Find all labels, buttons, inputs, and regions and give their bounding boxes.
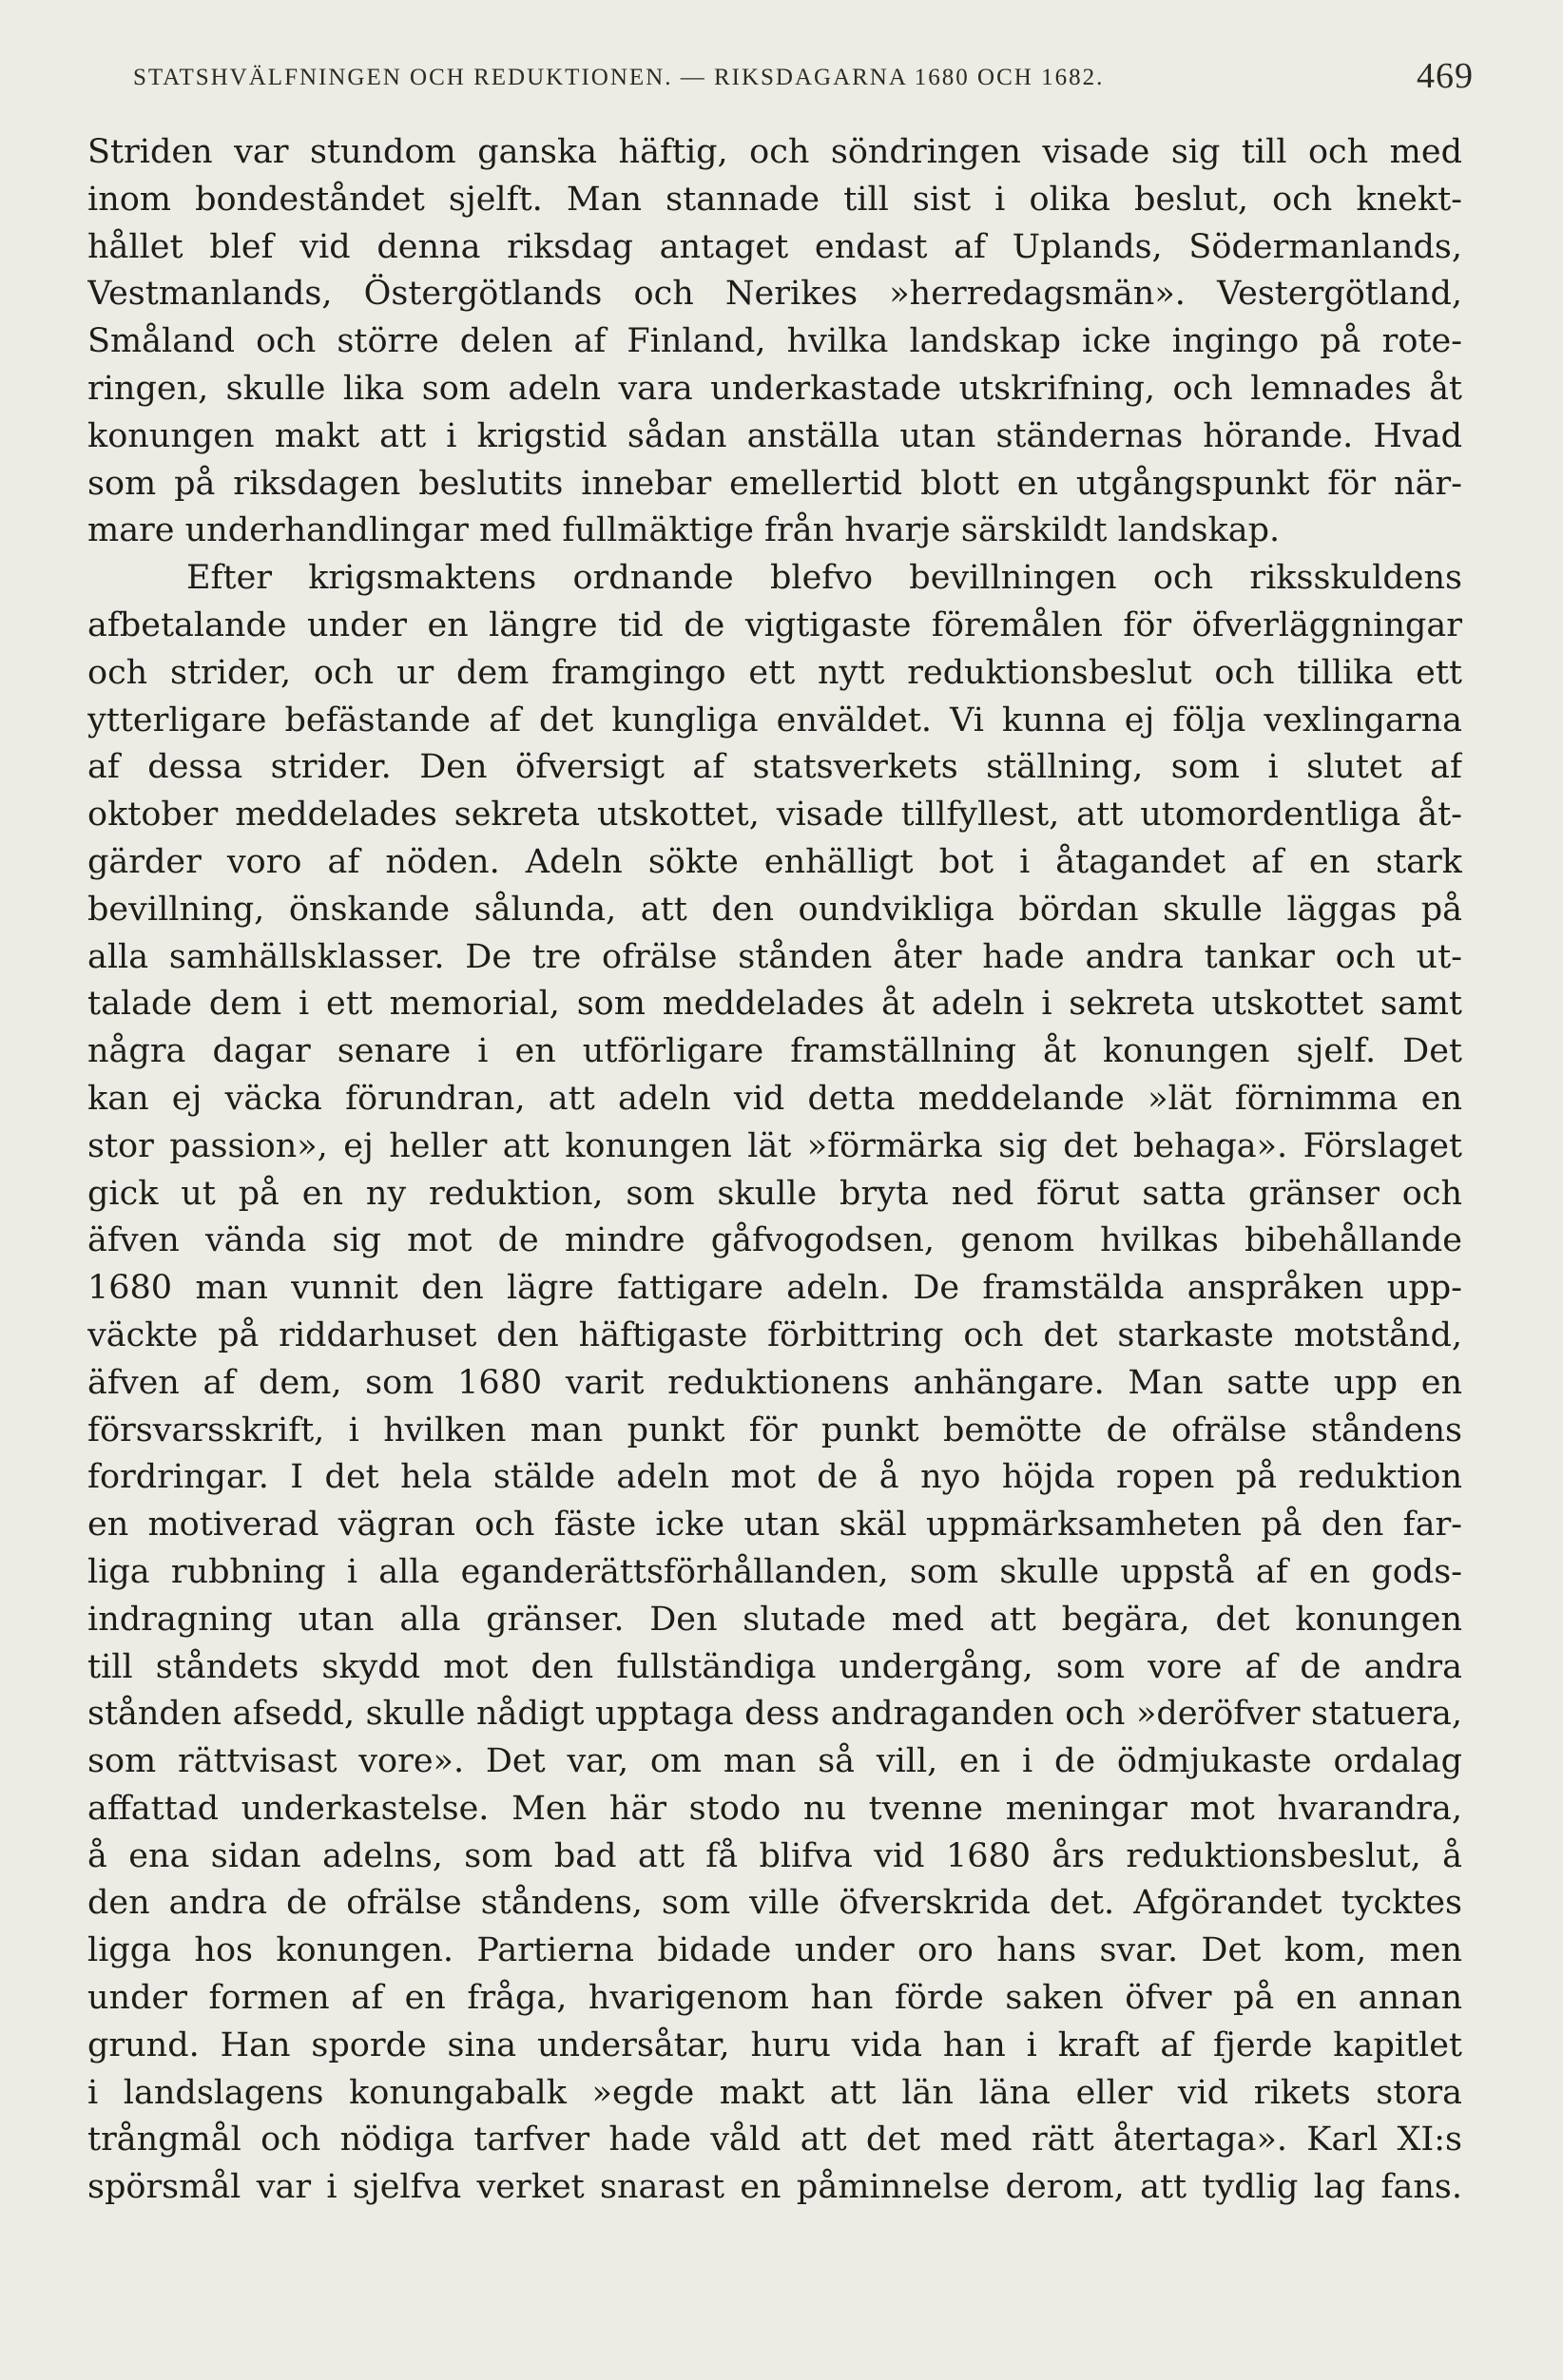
text-line: oktober meddelades sekreta utskottet, visade tillfyllest, att utomordentliga åt-: [87, 796, 1462, 835]
text-line: till ståndets skydd mot den fullständiga undergång, som vore af de andra: [87, 1647, 1462, 1686]
text-line: och strider, och ur dem framgingo ett nytt reduktionsbeslut och tillika ett: [87, 653, 1462, 692]
text-line: ringen, skulle lika som adeln vara underkastade utskrifning, och lemnades åt: [87, 369, 1462, 408]
body-text: [87, 129, 1462, 2212]
text-line: Striden var stundom ganska häftig, och söndringen visade sig till och med: [87, 133, 1462, 171]
text-line: inom bondeståndet sjelft. Man stannade till sist i olika beslut, och knekt-: [87, 180, 1462, 219]
text-line: trångmål och nödiga tarfver hade våld att det med rätt återtaga». Karl XI:s: [87, 2121, 1462, 2159]
text-line: grund. Han sporde sina undersåtar, huru vida han i kraft af fjerde kapitlet: [87, 2025, 1462, 2064]
text-line: som på riksdagen beslutits innebar emellertid blott en utgångspunkt för när-: [87, 464, 1462, 503]
text-line: kan ej väcka förundran, att adeln vid detta meddelande »lät förnimma en: [87, 1079, 1462, 1118]
text-line: äfven af dem, som 1680 varit reduktionens anhängare. Man satte upp en: [87, 1363, 1462, 1402]
paragraph-last-line: mare underhandlingar med fullmäktige från hvarje särskildt landskap.: [87, 511, 1281, 550]
text-line: af dessa strider. Den öfversigt af statsverkets ställning, som i slutet af: [87, 748, 1462, 787]
text-line: afbetalande under en längre tid de vigtigaste föremålen för öfverläggningar: [87, 605, 1462, 644]
text-line: 1680 man vunnit den lägre fattigare adeln. De framstälda anspråken upp-: [87, 1269, 1462, 1308]
page-number: 469: [1417, 56, 1474, 96]
text-line: spörsmål var i sjelfva verket snarast en påminnelse derom, att tydlig lag fans.: [87, 2168, 1462, 2207]
text-line: Småland och större delen af Finland, hvilka landskap icke ingingo på rote-: [87, 322, 1462, 361]
text-line: under formen af en fråga, hvarigenom han förde saken öfver på en annan: [87, 1979, 1462, 2018]
text-line: bevillning, önskande sålunda, att den oundvikliga bördan skulle läggas på: [87, 890, 1462, 929]
text-line: som rättvisast vore». Det var, om man så vill, en i de ödmjukaste ordalag: [87, 1742, 1462, 1781]
text-line: å ena sidan adelns, som bad att få blifva vid 1680 års reduktionsbeslut, å: [87, 1836, 1462, 1875]
text-line: försvarsskrift, i hvilken man punkt för punkt bemötte de ofrälse ståndens: [87, 1411, 1462, 1449]
text-line: fordringar. I det hela stälde adeln mot de å nyo höjda ropen på reduktion: [87, 1458, 1462, 1497]
text-line: gick ut på en ny reduktion, som skulle bryta ned förut satta gränser och: [87, 1174, 1462, 1213]
text-line: äfven vända sig mot de mindre gåfvogodsen, genom hvilkas bibehållande: [87, 1221, 1462, 1260]
text-line: Vestmanlands, Östergötlands och Nerikes »herredagsmän». Vestergötland,: [87, 275, 1462, 314]
text-line: gärder voro af nöden. Adeln sökte enhälligt bot i åtagandet af en stark: [87, 842, 1462, 881]
text-line: talade dem i ett memorial, som meddelades åt adeln i sekreta utskottet samt: [87, 985, 1462, 1024]
text-line: indragning utan alla gränser. Den slutade med att begära, det konungen: [87, 1600, 1462, 1639]
text-line: alla samhällsklasser. De tre ofrälse stånden åter hade andra tankar och ut-: [87, 937, 1462, 976]
running-header: [133, 55, 1474, 103]
text-line: affattad underkastelse. Men här stodo nu tvenne meningar mot hvarandra,: [87, 1789, 1462, 1828]
text-line: några dagar senare i en utförligare framställning åt konungen sjelf. Det: [87, 1032, 1462, 1071]
text-line: konungen makt att i krigstid sådan anställa utan ständernas hörande. Hvad: [87, 416, 1462, 455]
text-line: en motiverad vägran och fäste icke utan skäl uppmärksamheten på den far-: [87, 1506, 1462, 1545]
text-line: stånden afsedd, skulle nådigt upptaga dess andraganden och »deröfver statuera,: [87, 1695, 1462, 1734]
running-title: STATSHVÄLFNINGEN OCH REDUKTIONEN. — RIKSDAGARNA 1680 OCH 1682.: [133, 65, 1105, 90]
text-line: i landslagens konungabalk »egde makt att län läna eller vid rikets stora: [87, 2073, 1462, 2112]
text-line: liga rubbning i alla eganderättsförhållanden, som skulle uppstå af en gods-: [87, 1552, 1462, 1591]
text-line: väckte på riddarhuset den häftigaste förbittring och det starkaste motstånd,: [87, 1315, 1462, 1354]
text-line: ligga hos konungen. Partierna bidade under oro hans svar. Det kom, men: [87, 1931, 1462, 1970]
paragraph-first-line: Efter krigsmaktens ordnande blefvo bevillningen och riksskuldens: [186, 559, 1462, 598]
text-line: stor passion», ej heller att konungen lät »förmärka sig det behaga». Förslaget: [87, 1126, 1462, 1165]
text-line: hållet blef vid denna riksdag antaget endast af Uplands, Södermanlands,: [87, 227, 1462, 266]
text-line: ytterligare befästande af det kungliga enväldet. Vi kunna ej följa vexlingarna: [87, 701, 1462, 739]
text-line: den andra de ofrälse ståndens, som ville öfverskrida det. Afgörandet tycktes: [87, 1884, 1462, 1923]
